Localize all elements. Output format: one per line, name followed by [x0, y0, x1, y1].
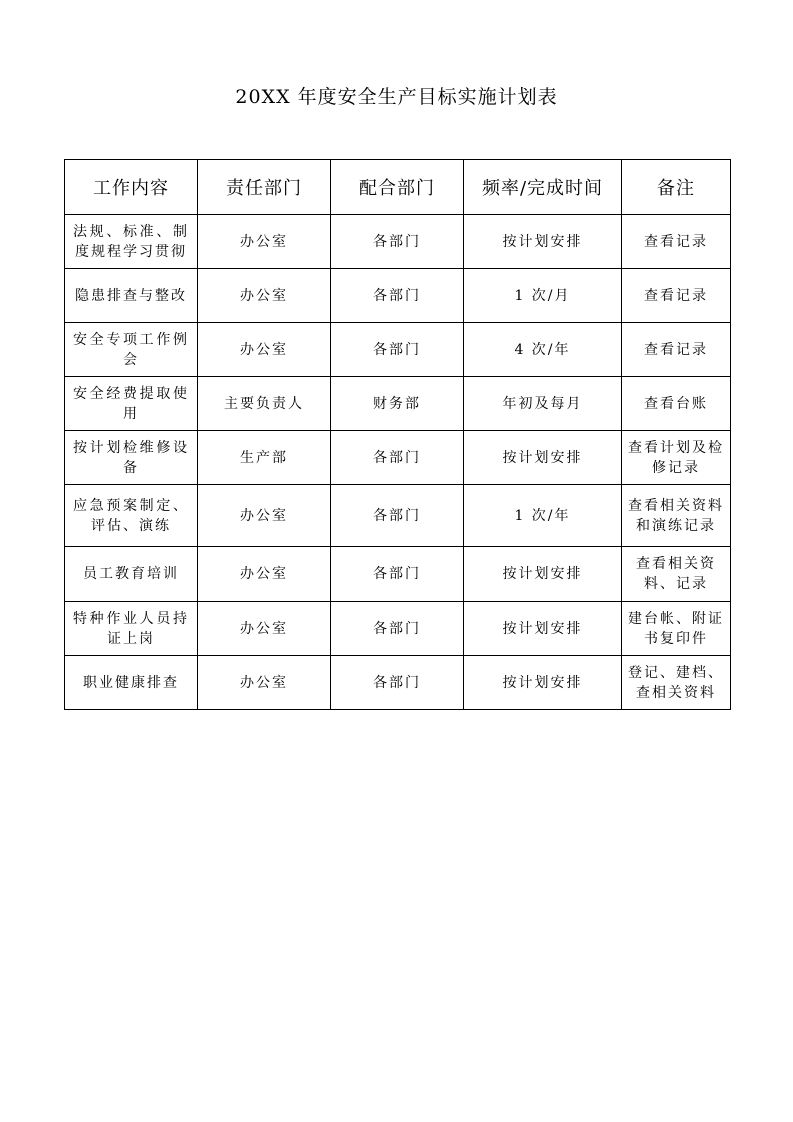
cell-frequency: 按计划安排 — [464, 547, 622, 602]
cell-frequency: 1 次/年 — [464, 485, 622, 547]
cell-work-content: 法规、标准、制度规程学习贯彻 — [65, 215, 198, 269]
header-work-content: 工作内容 — [65, 160, 198, 215]
table-row — [65, 547, 731, 602]
cell-cooperating-dept: 各部门 — [331, 547, 464, 602]
cell-frequency: 按计划安排 — [464, 602, 622, 656]
table-row — [65, 602, 731, 656]
cell-responsible-dept: 主要负责人 — [198, 377, 331, 431]
cell-remarks: 查看记录 — [622, 323, 731, 377]
cell-responsible-dept: 办公室 — [198, 547, 331, 602]
safety-plan-table — [64, 159, 731, 710]
cell-frequency: 1 次/月 — [464, 269, 622, 323]
cell-remarks: 查看台账 — [622, 377, 731, 431]
cell-cooperating-dept: 各部门 — [331, 485, 464, 547]
cell-remarks: 查看记录 — [622, 269, 731, 323]
cell-responsible-dept: 办公室 — [198, 656, 331, 710]
cell-remarks: 查看相关资料和演练记录 — [622, 485, 731, 547]
cell-frequency: 4 次/年 — [464, 323, 622, 377]
cell-work-content: 特种作业人员持证上岗 — [65, 602, 198, 656]
cell-frequency: 按计划安排 — [464, 656, 622, 710]
header-frequency: 频率/完成时间 — [464, 160, 622, 215]
cell-cooperating-dept: 各部门 — [331, 602, 464, 656]
cell-responsible-dept: 办公室 — [198, 602, 331, 656]
table-row — [65, 656, 731, 710]
cell-remarks: 登记、建档、查相关资料 — [622, 656, 731, 710]
cell-work-content: 应急预案制定、评估、演练 — [65, 485, 198, 547]
cell-responsible-dept: 办公室 — [198, 485, 331, 547]
cell-work-content: 安全专项工作例会 — [65, 323, 198, 377]
header-cooperating-dept: 配合部门 — [331, 160, 464, 215]
cell-remarks: 查看相关资料、记录 — [622, 547, 731, 602]
table-header-row — [65, 160, 731, 215]
table-row — [65, 323, 731, 377]
page-title: 20XX 年度安全生产目标实施计划表 — [235, 86, 558, 108]
cell-cooperating-dept: 各部门 — [331, 656, 464, 710]
cell-cooperating-dept: 各部门 — [331, 269, 464, 323]
cell-responsible-dept: 办公室 — [198, 269, 331, 323]
cell-cooperating-dept: 各部门 — [331, 215, 464, 269]
cell-work-content: 员工教育培训 — [65, 547, 198, 602]
cell-responsible-dept: 办公室 — [198, 323, 331, 377]
cell-remarks: 建台帐、附证书复印件 — [622, 602, 731, 656]
cell-frequency: 年初及每月 — [464, 377, 622, 431]
cell-work-content: 安全经费提取使用 — [65, 377, 198, 431]
header-remarks: 备注 — [622, 160, 731, 215]
table-row — [65, 431, 731, 485]
cell-work-content: 隐患排查与整改 — [65, 269, 198, 323]
table-row — [65, 377, 731, 431]
cell-cooperating-dept: 各部门 — [331, 323, 464, 377]
cell-responsible-dept: 办公室 — [198, 215, 331, 269]
cell-cooperating-dept: 各部门 — [331, 431, 464, 485]
cell-responsible-dept: 生产部 — [198, 431, 331, 485]
cell-remarks: 查看记录 — [622, 215, 731, 269]
cell-frequency: 按计划安排 — [464, 215, 622, 269]
cell-work-content: 按计划检维修设备 — [65, 431, 198, 485]
cell-work-content: 职业健康排查 — [65, 656, 198, 710]
table-row — [65, 215, 731, 269]
cell-frequency: 按计划安排 — [464, 431, 622, 485]
cell-cooperating-dept: 财务部 — [331, 377, 464, 431]
table-row — [65, 269, 731, 323]
cell-remarks: 查看计划及检修记录 — [622, 431, 731, 485]
header-responsible-dept: 责任部门 — [198, 160, 331, 215]
table-row — [65, 485, 731, 547]
